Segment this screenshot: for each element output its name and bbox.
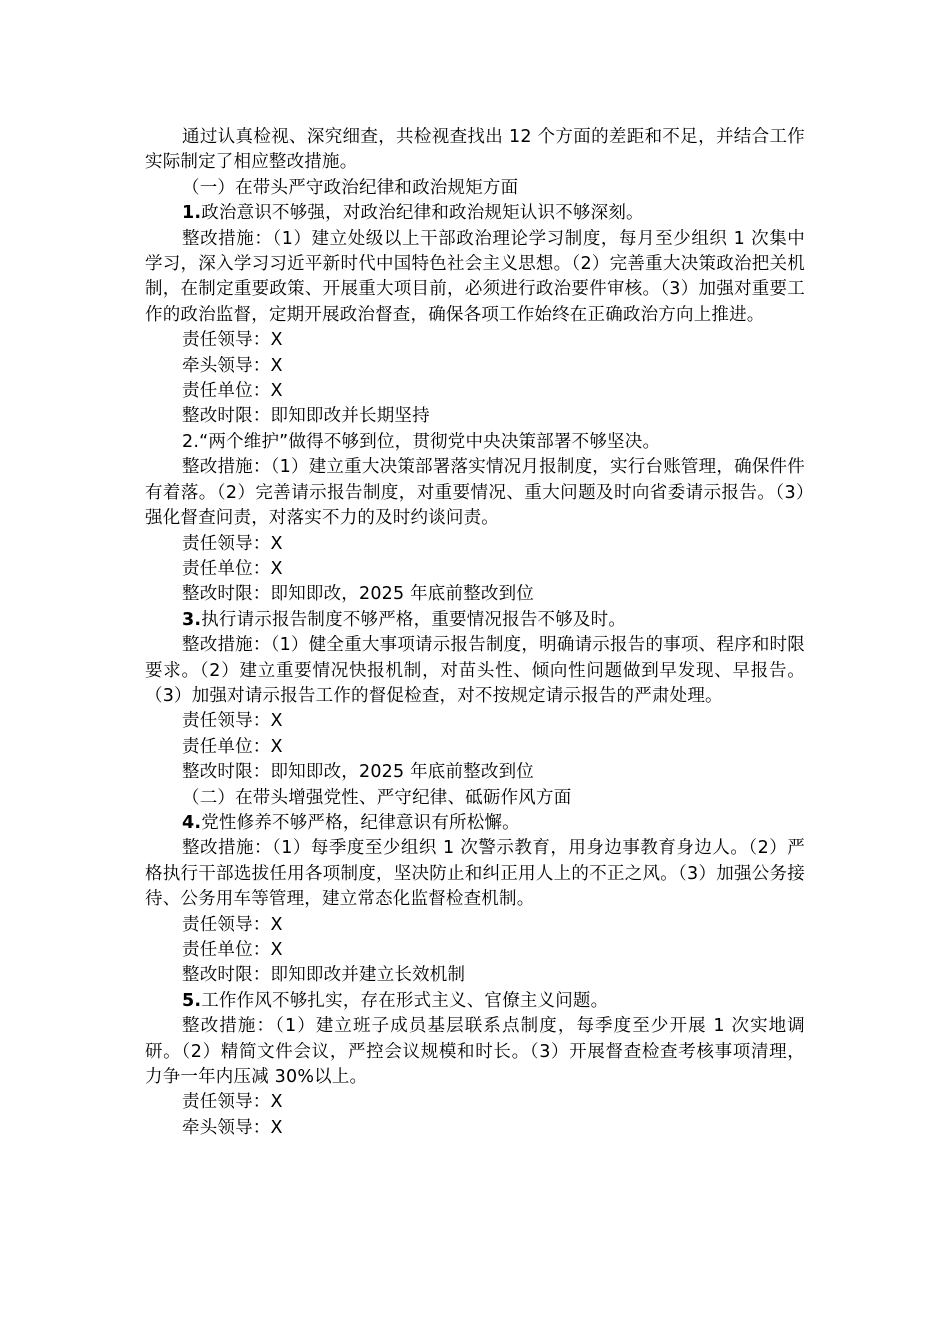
deadline: 整改时限：即知即改，2025 年底前整改到位: [182, 584, 534, 605]
lead-leader: 牵头领导：X: [182, 1117, 283, 1138]
responsible-leader: 责任领导：X: [182, 914, 283, 935]
section-heading-2: （二）在带头增强党性、严守纪律、砥砺作风方面: [182, 787, 572, 808]
responsible-leader: 责任领导：X: [182, 711, 283, 732]
responsible-unit: 责任单位：X: [182, 558, 283, 579]
lead-leader: 牵头领导：X: [182, 355, 283, 376]
rectification-measures: 整改措施：（1）健全重大事项请示报告制度，明确请示报告的事项、程序和时限要求。（2）建立重要情况快报机制，对苗头性、倾向性问题做到早发现、早报告。（3）加强对请示报告工作的督促检查，对不按规定请示报告的严肃处理。: [145, 635, 805, 706]
rectification-measures: 整改措施：（1）建立重大决策部署落实情况月报制度，实行台账管理，确保件件有着落。（2）完善请示报告制度，对重要情况、重大问题及时向省委请示报告。（3）强化督查问责，对落实不力的及时约谈问责。: [145, 457, 805, 529]
item-title: 党性修养不够严格，纪律意识有所松懈。: [201, 812, 520, 833]
item-number: 4.: [182, 812, 202, 833]
item-number: 1.: [182, 203, 202, 224]
item-heading-1: [145, 201, 805, 226]
rectification-measures: 整改措施：（1）每季度至少组织 1 次警示教育，用身边事教育身边人。（2）严格执行干部选拔任用各项制度，坚决防止和纠正用人上的不正之风。（3）加强公务接待、公务用车等管理，建立常态化监督检查机制。: [145, 838, 805, 910]
item-number: 3.: [182, 609, 202, 630]
item-heading-5: [145, 989, 805, 1014]
deadline: 整改时限：即知即改并长期坚持: [182, 406, 430, 427]
item-heading-4: [145, 811, 805, 836]
item-title: 执行请示报告制度不够严格，重要情况报告不够及时。: [201, 609, 627, 630]
rectification-measures: 整改措施：（1）建立处级以上干部政治理论学习制度，每月至少组织 1 次集中学习，深入学习习近平新时代中国特色社会主义思想。（2）完善重大决策政治把关机制，在制定重要政策、开展重大项目前，必须进行政治要件审核。（3）加强对重要工作的政治监督，定期开展政治督查，确保各项工作始终在正确政治方向上推进。: [145, 228, 805, 325]
item-heading-2: [145, 430, 805, 455]
item-title: 工作作风不够扎实，存在形式主义、官僚主义问题。: [201, 990, 609, 1011]
responsible-leader: 责任领导：X: [182, 533, 283, 554]
document-body: [145, 125, 805, 1141]
responsible-leader: 责任领导：X: [182, 330, 283, 351]
rectification-measures: 整改措施：（1）建立班子成员基层联系点制度，每季度至少开展 1 次实地调研。（2）精简文件会议，严控会议规模和时长。（3）开展督查检查考核事项清理，力争一年内压减 30%以上。: [145, 1016, 805, 1088]
responsible-unit: 责任单位：X: [182, 940, 283, 960]
item-title: “两个维护”做得不够到位，贯彻党中央决策部署不够坚决。: [199, 431, 661, 452]
item-number: 5.: [182, 990, 202, 1011]
responsible-leader: 责任领导：X: [182, 1092, 283, 1113]
responsible-unit: 责任单位：X: [182, 736, 283, 757]
item-title: 政治意识不够强，对政治纪律和政治规矩认识不够深刻。: [201, 203, 644, 224]
section-heading-1: （一）在带头严守政治纪律和政治规矩方面: [182, 177, 519, 198]
item-number: 2.: [182, 431, 200, 452]
deadline: 整改时限：即知即改并建立长效机制: [182, 965, 466, 986]
responsible-unit: 责任单位：X: [182, 381, 283, 402]
deadline: 整改时限：即知即改，2025 年底前整改到位: [182, 762, 534, 783]
intro-paragraph: 通过认真检视、深究细查，共检视查找出 12 个方面的差距和不足，并结合工作实际制定了相应整改措施。: [145, 127, 805, 173]
item-heading-3: [145, 608, 805, 633]
